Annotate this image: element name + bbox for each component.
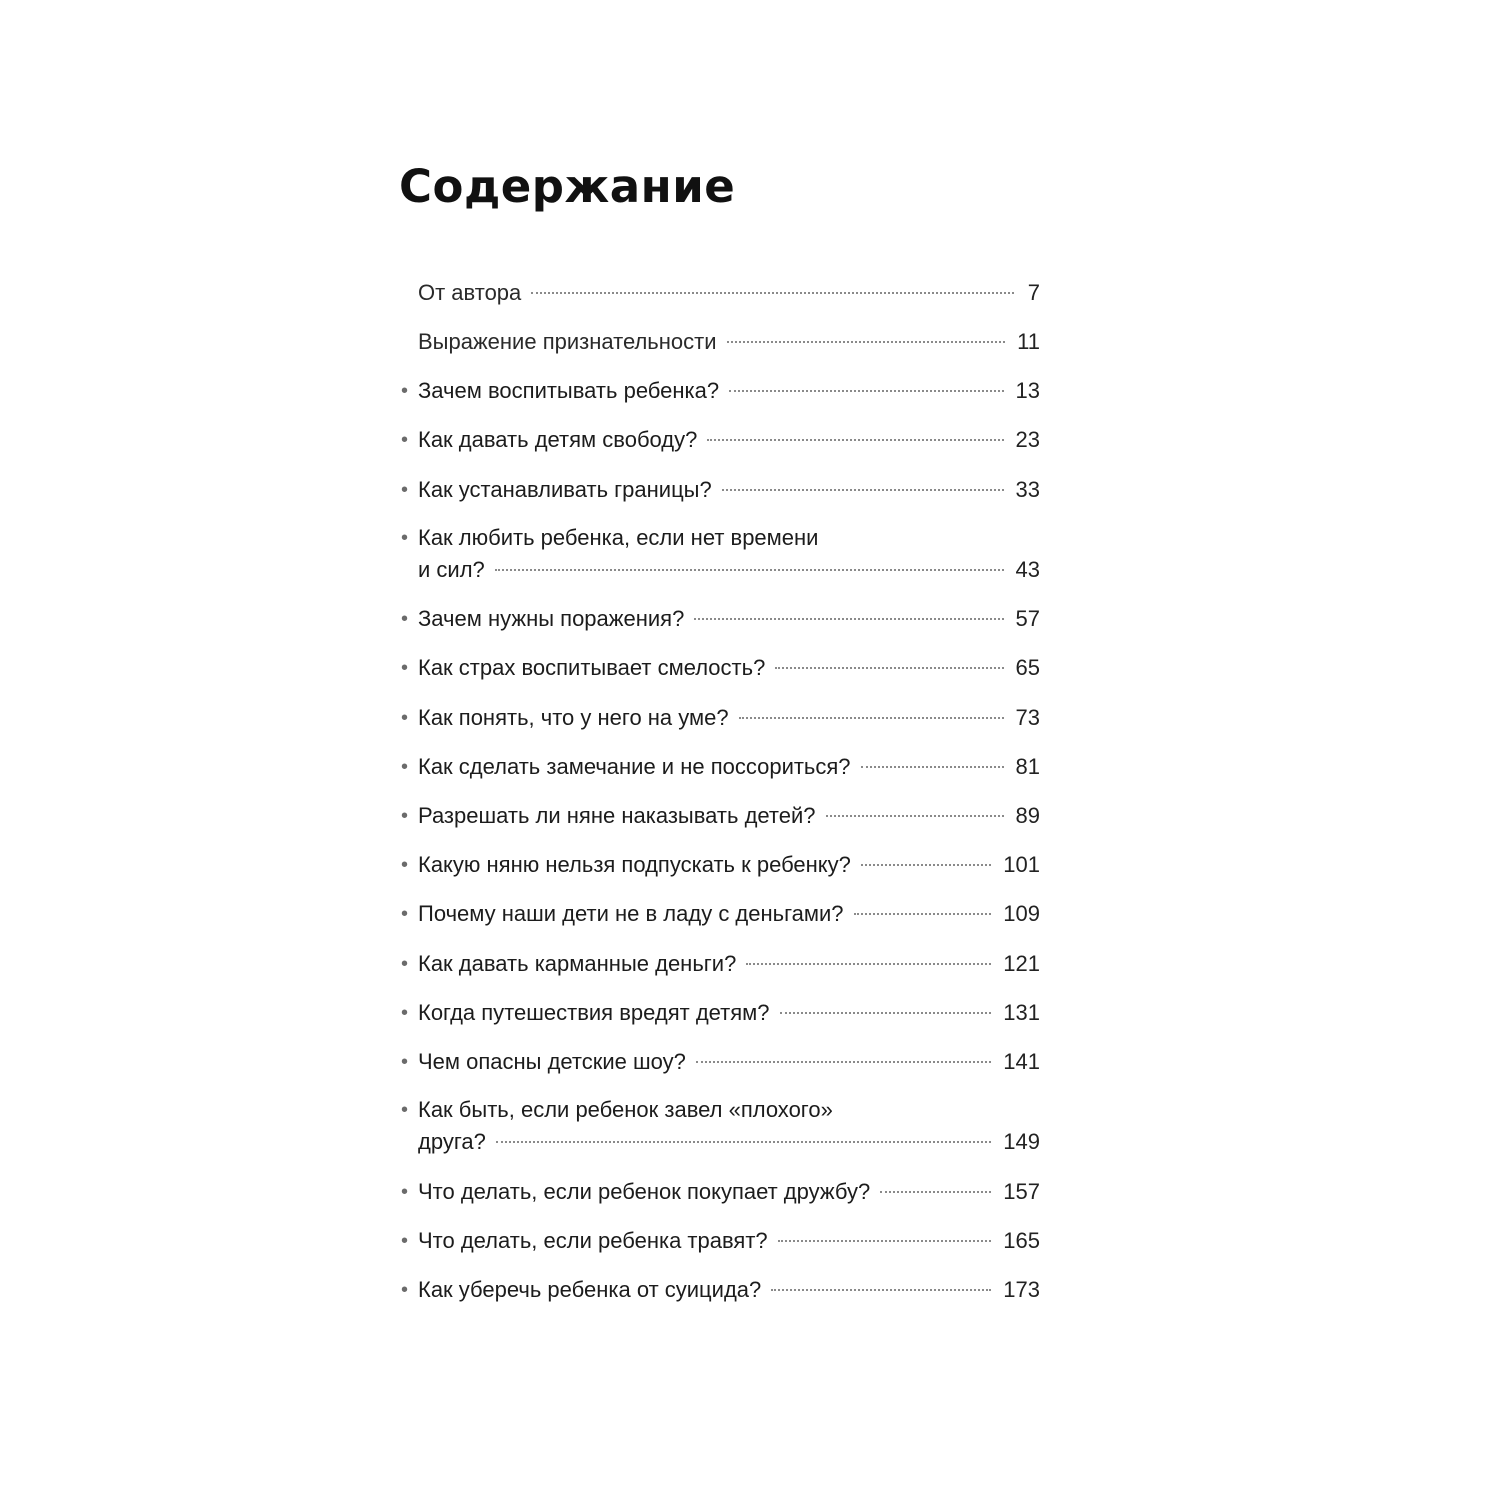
toc-entry-page: 57 [1015,606,1040,631]
dot-leader [826,815,1004,817]
dot-leader [495,569,1004,571]
toc-entry-title: Как понять, что у него на уме? [418,705,729,730]
bullet-icon: • [401,527,409,549]
dot-leader [778,1240,992,1242]
toc-entry-title: Как давать детям свободу? [418,427,698,452]
toc-entry-page: 101 [1003,852,1040,877]
bullet-icon: • [401,805,409,827]
toc-entry-page: 11 [1017,329,1040,354]
dot-leader [531,292,1014,294]
dot-leader [861,864,991,866]
dot-leader [722,489,1004,491]
bullet-icon: • [401,756,409,778]
toc-entry-page: 81 [1015,754,1040,779]
toc-entry-page: 65 [1015,655,1040,680]
toc-entry-title: Зачем воспитывать ребенка? [418,378,720,403]
page-title: Содержание [399,160,736,213]
dot-leader [694,618,1003,620]
bullet-icon: • [401,1181,409,1203]
dot-leader [854,913,992,915]
toc-entry-title: От автора [418,280,522,305]
bullet-icon: • [401,854,409,876]
dot-leader [775,667,1003,669]
toc-entry-title-line1: Как любить ребенка, если нет времени [418,525,819,550]
dot-leader [771,1289,991,1291]
toc-entry-page: 73 [1015,705,1040,730]
dot-leader [696,1061,991,1063]
toc-entry-title: Почему наши дети не в ладу с деньгами? [418,901,844,926]
toc-entry-title: Как давать карманные деньги? [418,951,737,976]
dot-leader [729,390,1003,392]
bullet-icon: • [401,1002,409,1024]
bullet-icon: • [401,1230,409,1252]
toc-entry-title: Как уберечь ребенка от суицида? [418,1277,762,1302]
toc-entry-title: Какую няню нельзя подпускать к ребенку? [418,852,851,877]
toc-entry-page: 173 [1003,1277,1040,1302]
toc-entry-page: 121 [1003,951,1040,976]
dot-leader [780,1012,992,1014]
toc-entry-title: друга? [418,1129,486,1154]
toc-entry-page: 157 [1003,1179,1040,1204]
dot-leader [861,766,1004,768]
toc-entry-title: Что делать, если ребенок покупает дружбу? [418,1179,871,1204]
toc-entry-title: и сил? [418,557,485,582]
toc-entry-title: Когда путешествия вредят детям? [418,1000,770,1025]
toc-entry-page: 43 [1015,557,1040,582]
dot-leader [707,439,1003,441]
bullet-icon: • [401,903,409,925]
toc-entry-page: 131 [1003,1000,1040,1025]
toc-entry-page: 109 [1003,901,1040,926]
dot-leader [496,1141,991,1143]
toc-entry-page: 89 [1015,803,1040,828]
bullet-icon: • [401,953,409,975]
toc-entry-title: Как сделать замечание и не поссориться? [418,754,851,779]
toc-entry-title: Как устанавливать границы? [418,477,712,502]
toc-entry-title: Зачем нужны поражения? [418,606,685,631]
bullet-icon: • [401,608,409,630]
dot-leader [727,341,1006,343]
toc-entry-title-line1: Как быть, если ребенок завел «плохого» [418,1097,833,1122]
toc-entry-page: 141 [1003,1049,1040,1074]
toc-entry-page: 165 [1003,1228,1040,1253]
toc-entry-page: 23 [1015,427,1040,452]
toc-entry-title: Что делать, если ребенка травят? [418,1228,768,1253]
toc-entry-title: Чем опасны детские шоу? [418,1049,686,1074]
bullet-icon: • [401,1051,409,1073]
dot-leader [746,963,991,965]
dot-leader [880,1191,991,1193]
toc-entry-page: 13 [1015,378,1040,403]
toc-entry-title: Выражение признательности [418,329,717,354]
bullet-icon: • [401,1279,409,1301]
bullet-icon: • [401,707,409,729]
toc-entry-page: 33 [1015,477,1040,502]
dot-leader [739,717,1004,719]
bullet-icon: • [401,1099,409,1121]
bullet-icon: • [401,479,409,501]
toc-entry-title: Как страх воспитывает смелость? [418,655,766,680]
toc-entry-page: 7 [1027,280,1040,305]
toc-entry-page: 149 [1003,1129,1040,1154]
bullet-icon: • [401,429,409,451]
bullet-icon: • [401,657,409,679]
bullet-icon: • [401,380,409,402]
toc-entry-title: Разрешать ли няне наказывать детей? [418,803,816,828]
